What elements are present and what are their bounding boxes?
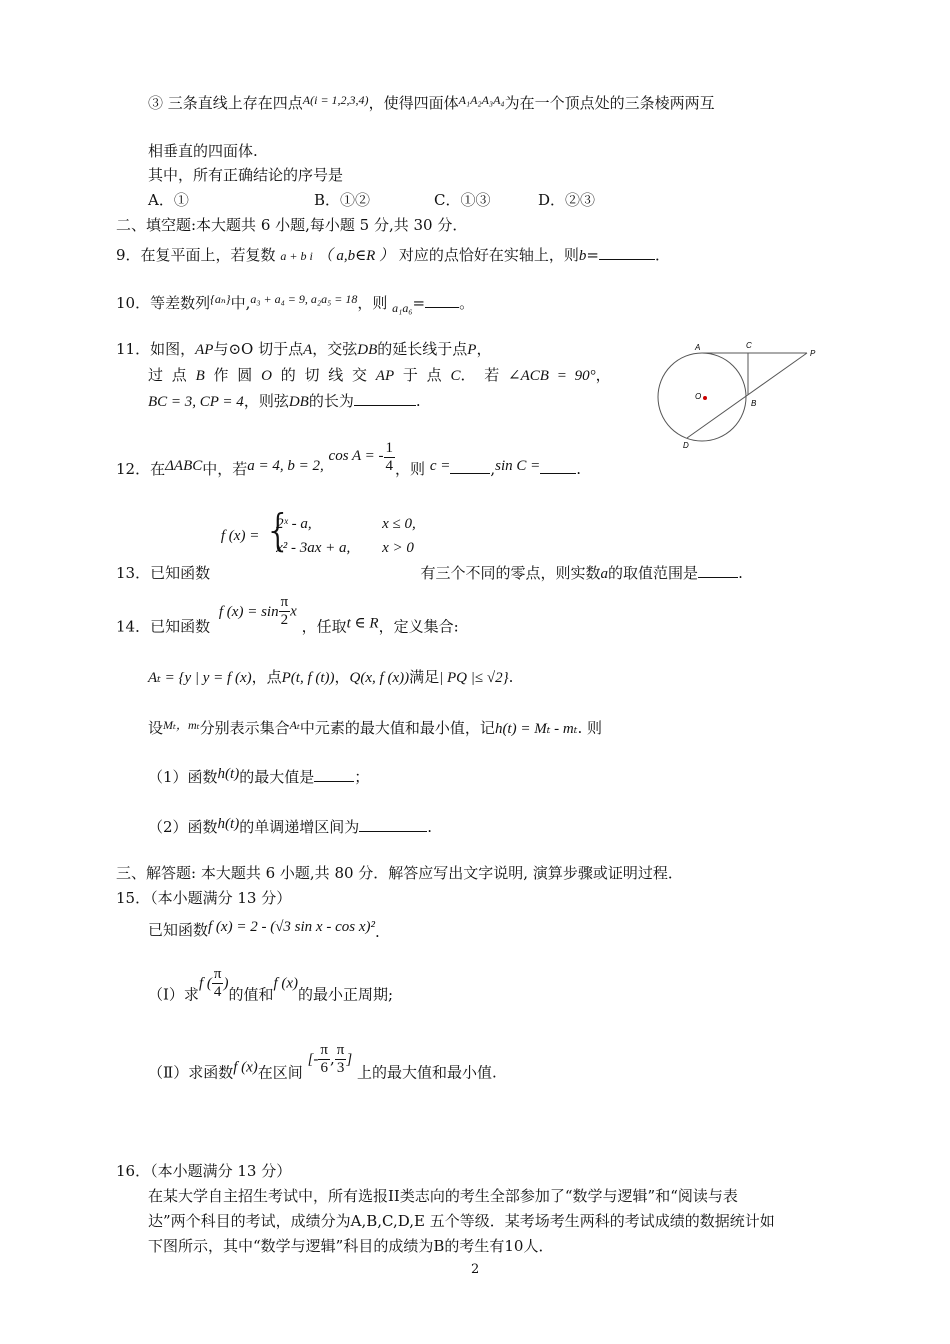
section3-heading: 三、解答题: 本大题共 6 小题,共 80 分．解答应写出文字说明, 演算步骤或证明过程． [116, 864, 683, 882]
q14-line1: 14．已知函数 f (x) = sin $\frac{\pi}{2}$ x ，任取t ∈ R，定义集合: [116, 594, 459, 636]
q15-pi-over-3: $\frac{\pi}{3}$ [336, 1042, 345, 1076]
label-o: O [695, 392, 702, 401]
q15-pi-over-4: $\frac{\pi}{4}$ [213, 966, 222, 1000]
q13-piecewise: { 2ˣ - a, x ≤ 0, x² - 3ax + a, x > 0 [264, 512, 416, 560]
q12-fraction: $\frac{1}{4}$ [385, 440, 394, 474]
q9-answer-blank [599, 245, 655, 260]
q16-line1: 在某大学自主招生考试中，所有选报II类志向的考生全部参加了“数学与逻辑”和“阅读与表 [148, 1187, 738, 1205]
label-d: D [683, 441, 689, 450]
q14-part2: （2）函数h(t)的单调递增区间为 . [148, 816, 433, 836]
section2-heading: 二、填空题:本大题共 6 小题,每小题 5 分,共 30 分． [116, 216, 468, 234]
q16-line3: 下图所示，其中“数学与逻辑”科目的成绩为B的考生有10人． [148, 1237, 554, 1255]
q16-line2: 达”两个科目的考试，成绩分为A,B,C,D,E 五个等级．某考场考生两科的考试成绩的数据统计如 [148, 1212, 775, 1230]
q8-option-a: A．① [148, 191, 189, 209]
q15-function: 已知函数f (x) = 2 - (√3 sin x - cos x)². [148, 919, 380, 941]
q12-answer-blank-c [450, 459, 490, 474]
label-p: P [810, 349, 816, 358]
q8-option-b: B．①② [314, 191, 371, 209]
q14-part2-blank [359, 817, 427, 832]
q8-option-d: D．②③ [538, 191, 596, 209]
q14-fraction: $\frac{\pi}{2}$ [280, 594, 289, 628]
q10-answer-blank [425, 300, 459, 308]
q12-answer-blank-sinc [540, 459, 576, 474]
q16-header: 16．（本小题满分 13 分） [116, 1162, 292, 1180]
q11-circle-figure [655, 338, 825, 452]
q14-part1-blank [314, 767, 354, 782]
label-b: B [751, 399, 757, 408]
label-a: A [695, 343, 701, 352]
label-c: C [746, 341, 752, 350]
q10: 10．等差数列$^{\{a_n\}}$中,$^{a_3 + a_4 = 9, a_2a_5 = 18}$，则 $_{a_1a_6}$= 。 [116, 292, 475, 315]
q14-part1: （1）函数h(t)的最大值是 ； [148, 766, 370, 786]
secant-dp [687, 353, 807, 438]
q9: 9．在复平面上，若复数 a + b i （ a,b∈R ） 对应的点恰好在实轴上，则b= ． [116, 246, 670, 264]
q15-part1: （Ⅰ）求f ( $\frac{\pi}{4}$ )的值和f (x)的最小正周期; [148, 966, 394, 1004]
q15-part2: （Ⅱ）求函数f (x)在区间 [- $\frac{\pi}{6}$ , $\frac{\pi}{3}$ ] 上的最大值和最小值. [148, 1042, 497, 1082]
q13-answer-blank [698, 563, 738, 578]
q8-stem: 其中，所有正确结论的序号是 [148, 166, 344, 184]
q8-item3-line2: 相垂直的四面体. [148, 142, 258, 160]
q11-line1: 11．如图，AP与⊙O 切于点A，交弦DB的延长线于点P， [116, 340, 492, 358]
q14-line3: 设$^{M_t,m_t}$分别表示集合$^{A_t}$中元素的最大值和最小值，记h(t) = Mₜ - mₜ. 则 [148, 718, 602, 737]
center-point [703, 396, 707, 400]
q12: 12．在ΔABC中，若a = 4, b = 2, cos A = - $\frac{1}{4}$ ，则 c = ,sin C = . [116, 440, 582, 478]
q13: 13．已知函数 f (x) = { 2ˣ - a, x ≤ 0, x² - 3ax + a, x > 0 有三个不同的零点，则实数a的取值范围是 . [116, 512, 743, 583]
q8-item3-line1: ③ 三条直线上存在四点$^{A(i = 1,2,3,4)}$，使得四面体$^{A_1A_2A_3A_4}$为在一个顶点处的三条棱两两互 [148, 93, 715, 112]
page-number: 2 [471, 1262, 480, 1277]
q8-option-c: C．①③ [434, 191, 491, 209]
q11-answer-blank [354, 391, 416, 406]
q11-line3: BC = 3, CP = 4，则弦DB的长为 . [148, 392, 421, 410]
q14-set-definition: Aₜ = {y | y = f (x)，点P(t, f (t))，Q(x, f (x))满足| PQ |≤ √2}. [148, 668, 514, 686]
q15-header: 15．（本小题满分 13 分） [116, 889, 292, 907]
q15-pi-over-6: $\frac{\pi}{6}$ [320, 1042, 328, 1076]
q11-line2: 过 点 B 作 圆 O 的 切 线 交 AP 于 点 C． 若 ∠ACB = 90°， [148, 366, 611, 384]
